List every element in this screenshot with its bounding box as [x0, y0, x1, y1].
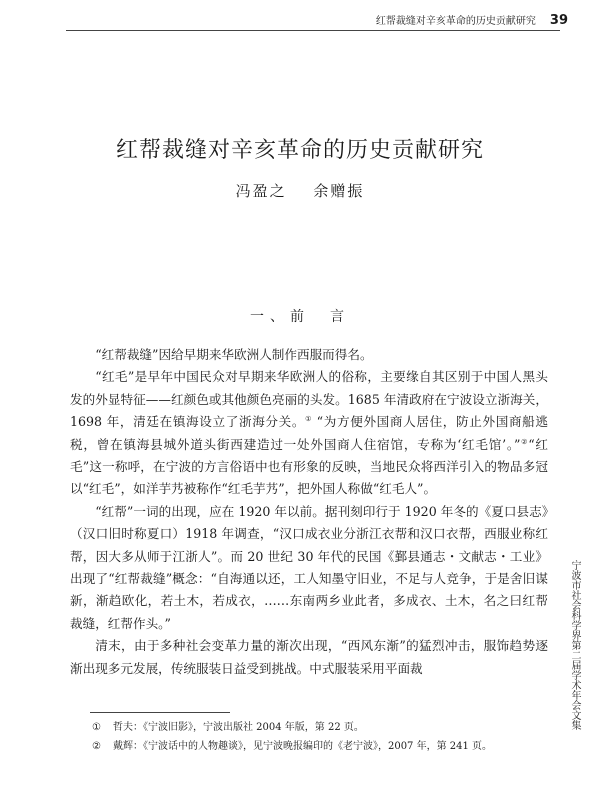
- paragraph-2-text-c: “红毛”这一称呼，在宁波的方言俗语中也有形象的反映，当地民众将西洋引入的物品多冠以“红毛”，如洋芋艿被称作“红毛芋艿”，把外国人称做“红毛人”。: [70, 436, 548, 497]
- page-number: 39: [549, 13, 568, 28]
- footnote-ref-1[interactable]: ①: [305, 415, 313, 424]
- footnote-1: [92, 718, 552, 737]
- paper-title: 红帮裁缝对辛亥革命的历史贡献研究: [115, 138, 484, 163]
- side-collection-note: 宁波市社会科学界第二届学术年会文集: [569, 560, 580, 730]
- body-text: [70, 344, 548, 680]
- paragraph-3: [70, 501, 548, 635]
- footnotes: [92, 718, 552, 756]
- authors: [0, 180, 600, 201]
- paragraph-2-text-a: “红毛”是早年中国民众对早期来华欧洲人的俗称，主要缘自其区别于中国人黑头发的外显特征——红颜色或其他颜色亮丽的头发。1685 年清政府在宁波设立浙海关，1698 年，清廷在镇海设立了浙海分关。: [70, 369, 548, 430]
- running-head-title: 红帮裁缝对辛亥革命的历史贡献研究: [375, 16, 536, 27]
- footnote-ref-2[interactable]: ②: [520, 437, 529, 446]
- section-heading: 一、前 言: [250, 309, 350, 325]
- paragraph-4-text: 清末，由于多种社会变革力量的渐次出现，“西风东渐”的猛烈冲击，服饰趋势逐渐出现多元发展，传统服装日益受到挑战。中式服装采用平面裁: [70, 638, 548, 676]
- paragraph-2-text-b: “为方便外国商人居住，防止外国商船逃税，曾在镇海县城外道头街西建造过一处外国商人住宿馆，专称为‘红毛馆’。”: [70, 414, 549, 452]
- footnote-1-marker: ①: [92, 722, 101, 733]
- author-1: 冯盈之: [235, 182, 287, 200]
- paragraph-1: [70, 344, 548, 366]
- footnote-2: [92, 737, 552, 756]
- paragraph-1-text: “红帮裁缝”因给早期来华欧洲人制作西服而得名。: [95, 347, 373, 362]
- paragraph-2: [70, 366, 548, 500]
- paragraph-3-text: “红帮”一词的出现，应在 1920 年以前。据刊刻印行于 1920 年冬的《夏口县志》（汉口旧时称夏口）1918 年调查，“汉口成衣业分浙江衣帮和汉口衣帮，西服业称红帮，因大多从师于江浙人”。而 20 世纪 30 年代的民国《鄞县通志・文献志・工业》出现了“红帮裁缝”概念：“自海通以还，工人知墨守旧业，不足与人竞争，于是舍旧谋新，渐趋欧化，若土木，若成衣，……东南两乡业此者，多成衣、土木，名之曰红帮裁缝，红帮作头。”: [70, 503, 548, 631]
- footnote-2-text: 戴辉：《宁波话中的人物趣谈》，见宁波晚报编印的《老宁波》，2007 年，第 241 页。: [112, 741, 493, 752]
- running-head: [376, 12, 568, 28]
- paragraph-4: [70, 635, 548, 680]
- header-rule: [66, 30, 560, 31]
- footnote-rule: [90, 712, 230, 713]
- author-2: 余赠振: [313, 182, 365, 200]
- footnote-2-marker: ②: [92, 741, 101, 752]
- footnote-1-text: 哲夫：《宁波旧影》，宁波出版社 2004 年版，第 22 页。: [112, 722, 364, 733]
